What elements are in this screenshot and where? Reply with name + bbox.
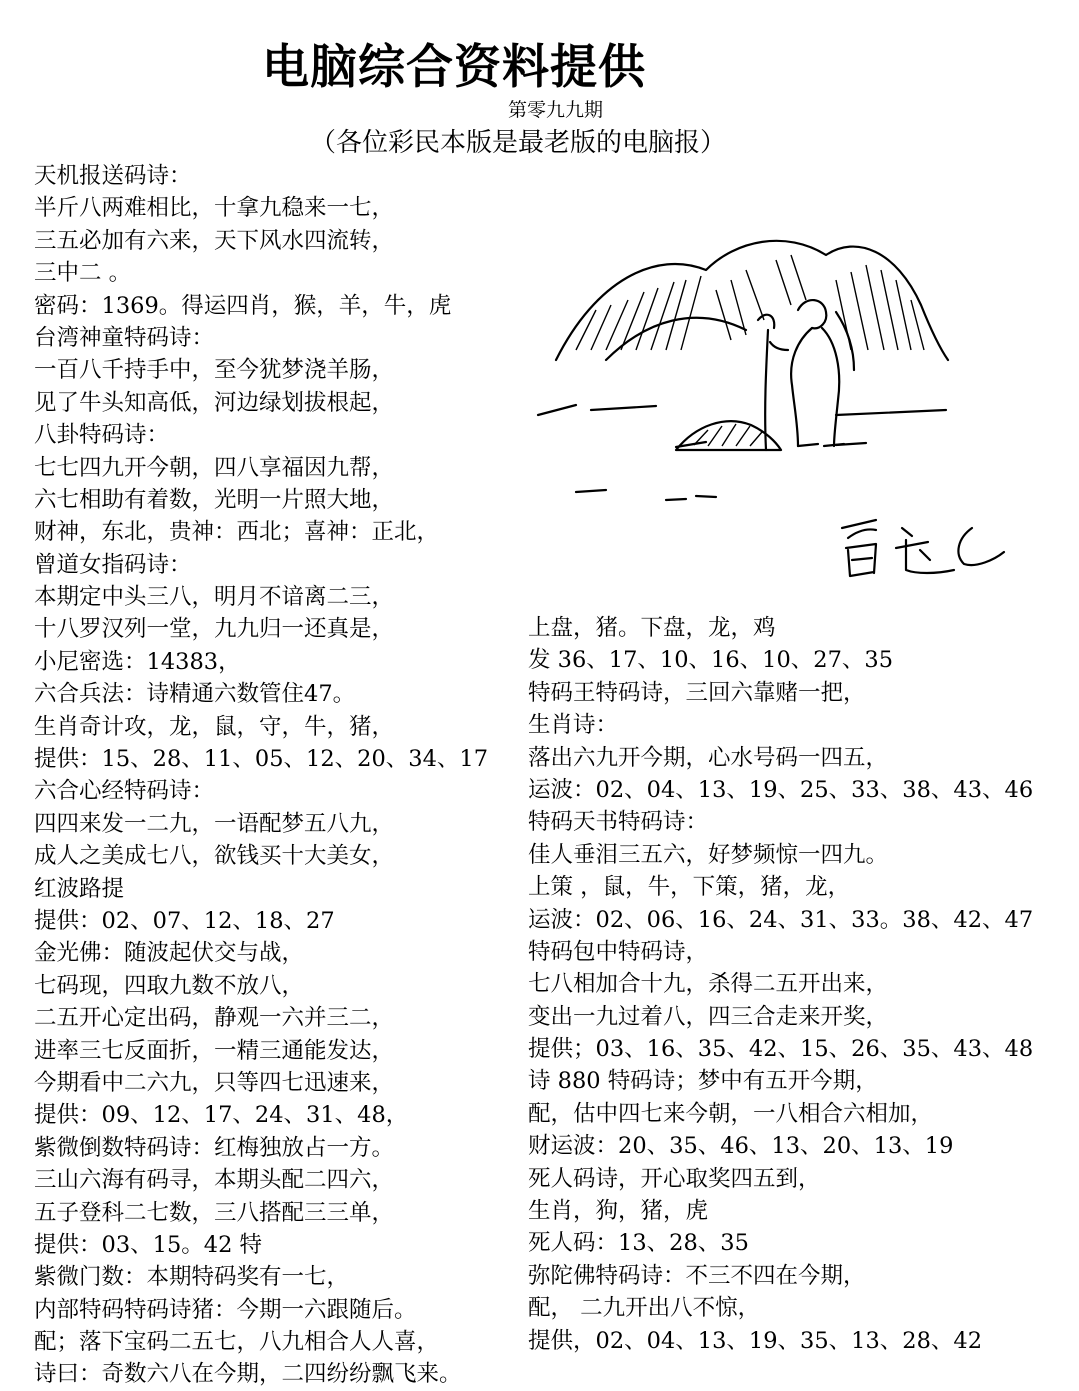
- text-line: 天机报送码诗：: [34, 163, 192, 189]
- text-line: 六合心经特码诗：: [34, 778, 215, 805]
- text-line: 诗曰：奇数六八在今期，二四纷纷飘飞来。: [34, 1361, 462, 1388]
- subtitle: （各位彩民本版是最老版的电脑报）: [310, 128, 727, 158]
- text-line: 红波路提: [34, 875, 125, 902]
- text-line: 内部特码特码诗猪：今期一六跟随后。: [34, 1296, 417, 1323]
- text-line: 提供：09、12、17、24、31、48，: [34, 1102, 409, 1129]
- text-line: 配；落下宝码二五七，八九相合人人喜，: [34, 1329, 440, 1356]
- text-line: 提供；03、16、35、42、15、26、35、43、48: [528, 1036, 1034, 1063]
- text-line: 生肖诗：: [528, 712, 619, 739]
- text-line: 特码包中特码诗，: [528, 938, 709, 965]
- text-line: 三山六海有码寻，本期头配二四六，: [34, 1167, 395, 1194]
- text-line: 十八罗汉列一堂，九九归一还真是，: [34, 616, 395, 643]
- left-column: [34, 160, 504, 1391]
- text-line: 四四来发一二九，一语配梦五八九，: [34, 810, 395, 837]
- text-line: 六合兵法：诗精通六数管住47。: [34, 681, 356, 708]
- text-line: 今期看中二六九，只等四七迅速来，: [34, 1069, 395, 1096]
- text-line: 三中二 。: [34, 260, 132, 287]
- text-line: 运波：02、04、13、19、25、33、38、43、46: [528, 776, 1034, 803]
- text-line: 金光佛：随波起伏交与战，: [34, 940, 305, 967]
- text-line: 提供：15、28、11、05、12、20、34、17: [34, 746, 489, 773]
- text-line: 紫微门数：本期特码奖有一七，: [34, 1264, 350, 1291]
- text-line: 落出六九开今期，心水号码一四五，: [528, 744, 889, 771]
- sage-mountain-illustration: [536, 210, 956, 520]
- text-line: 死人码：13、28、35: [528, 1230, 749, 1257]
- text-line: 上策 ，鼠，牛，下策，猪，龙，: [528, 874, 851, 901]
- text-line: 进率三七反面折，一精三通能发达，: [34, 1037, 395, 1064]
- text-line: 提供：03、15。42 特: [34, 1231, 263, 1258]
- text-line: 上盘，猪。下盘，龙，鸡: [528, 615, 776, 641]
- text-line: 三五必加有六来，天下风水四流转，: [34, 227, 395, 254]
- text-line: 本期定中头三八，明月不谙离二三，: [34, 584, 395, 611]
- right-column: [528, 612, 1034, 1357]
- text-line: 配，估中四七来今朝，一八相合六相加，: [528, 1100, 934, 1127]
- text-line: 生肖，狗，猪，虎: [528, 1198, 709, 1225]
- text-line: 配， 二九开出八不惊，: [528, 1295, 761, 1322]
- text-line: 八卦特码诗：: [34, 422, 170, 449]
- text-line: 变出一九过着八，四三合走来开奖，: [528, 1003, 889, 1030]
- text-line: 曾道女指码诗：: [34, 551, 192, 578]
- text-line: 密码：1369。得运四肖，猴，羊，牛，虎: [34, 292, 452, 319]
- issue-number: 第零九九期: [508, 99, 604, 121]
- text-line: 生肖奇计攻，龙，鼠，守，牛，猪，: [34, 713, 395, 740]
- text-line: 见了牛头知高低，河边绿划拔根起，: [34, 389, 395, 416]
- page-title: 电脑综合资料提供: [262, 40, 646, 95]
- text-line: 提供，02、04、13、19、35、13、28、42: [528, 1327, 983, 1354]
- text-line: 七八相加合十九，杀得二五开出来，: [528, 971, 889, 998]
- text-line: 提供：02、07、12、18、27: [34, 907, 335, 934]
- text-line: 七码现，四取九数不放八，: [34, 972, 305, 999]
- text-line: 五子登科二七数，三八搭配三三单，: [34, 1199, 395, 1226]
- text-line: 七七四九开今朝，四八享福因九帮，: [34, 454, 395, 481]
- text-line: 特码王特码诗，三回六靠赌一把，: [528, 679, 866, 706]
- text-line: 六七相助有着数，光明一片照大地，: [34, 486, 395, 513]
- text-line: 紫微倒数特码诗：红梅独放占一方。: [34, 1134, 395, 1161]
- text-line: 一百八千持手中，至今犹梦浇羊肠，: [34, 357, 395, 384]
- text-line: 运波：02、06、16、24、31、33。38、42、47: [528, 906, 1034, 933]
- text-line: 小尼密选：14383，: [34, 648, 241, 675]
- text-line: 半斤八两难相比，十拿九稳来一七，: [34, 195, 395, 222]
- text-line: 佳人垂泪三五六，好梦频惊一四九。: [528, 841, 889, 868]
- text-line: 死人码诗，开心取奖四五到，: [528, 1165, 821, 1192]
- text-line: 二五开心定出码，静观一六并三二，: [34, 1005, 395, 1032]
- text-line: 财神，东北，贵神：西北；喜神：正北，: [34, 519, 440, 546]
- text-line: 弥陀佛特码诗：不三不四在今期，: [528, 1262, 866, 1289]
- text-line: 发 36、17、10、16、10、27、35: [528, 647, 894, 674]
- text-line: 财运波：20、35、46、13、20、13、19: [528, 1133, 954, 1160]
- text-line: 特码天书特码诗：: [528, 809, 709, 836]
- calligraphy-signature: [836, 498, 1011, 588]
- text-line: 台湾神童特码诗：: [34, 324, 215, 351]
- text-line: 成人之美成七八，欲钱买十大美女，: [34, 843, 395, 870]
- text-line: 诗 880 特码诗；梦中有五开今期，: [528, 1068, 878, 1095]
